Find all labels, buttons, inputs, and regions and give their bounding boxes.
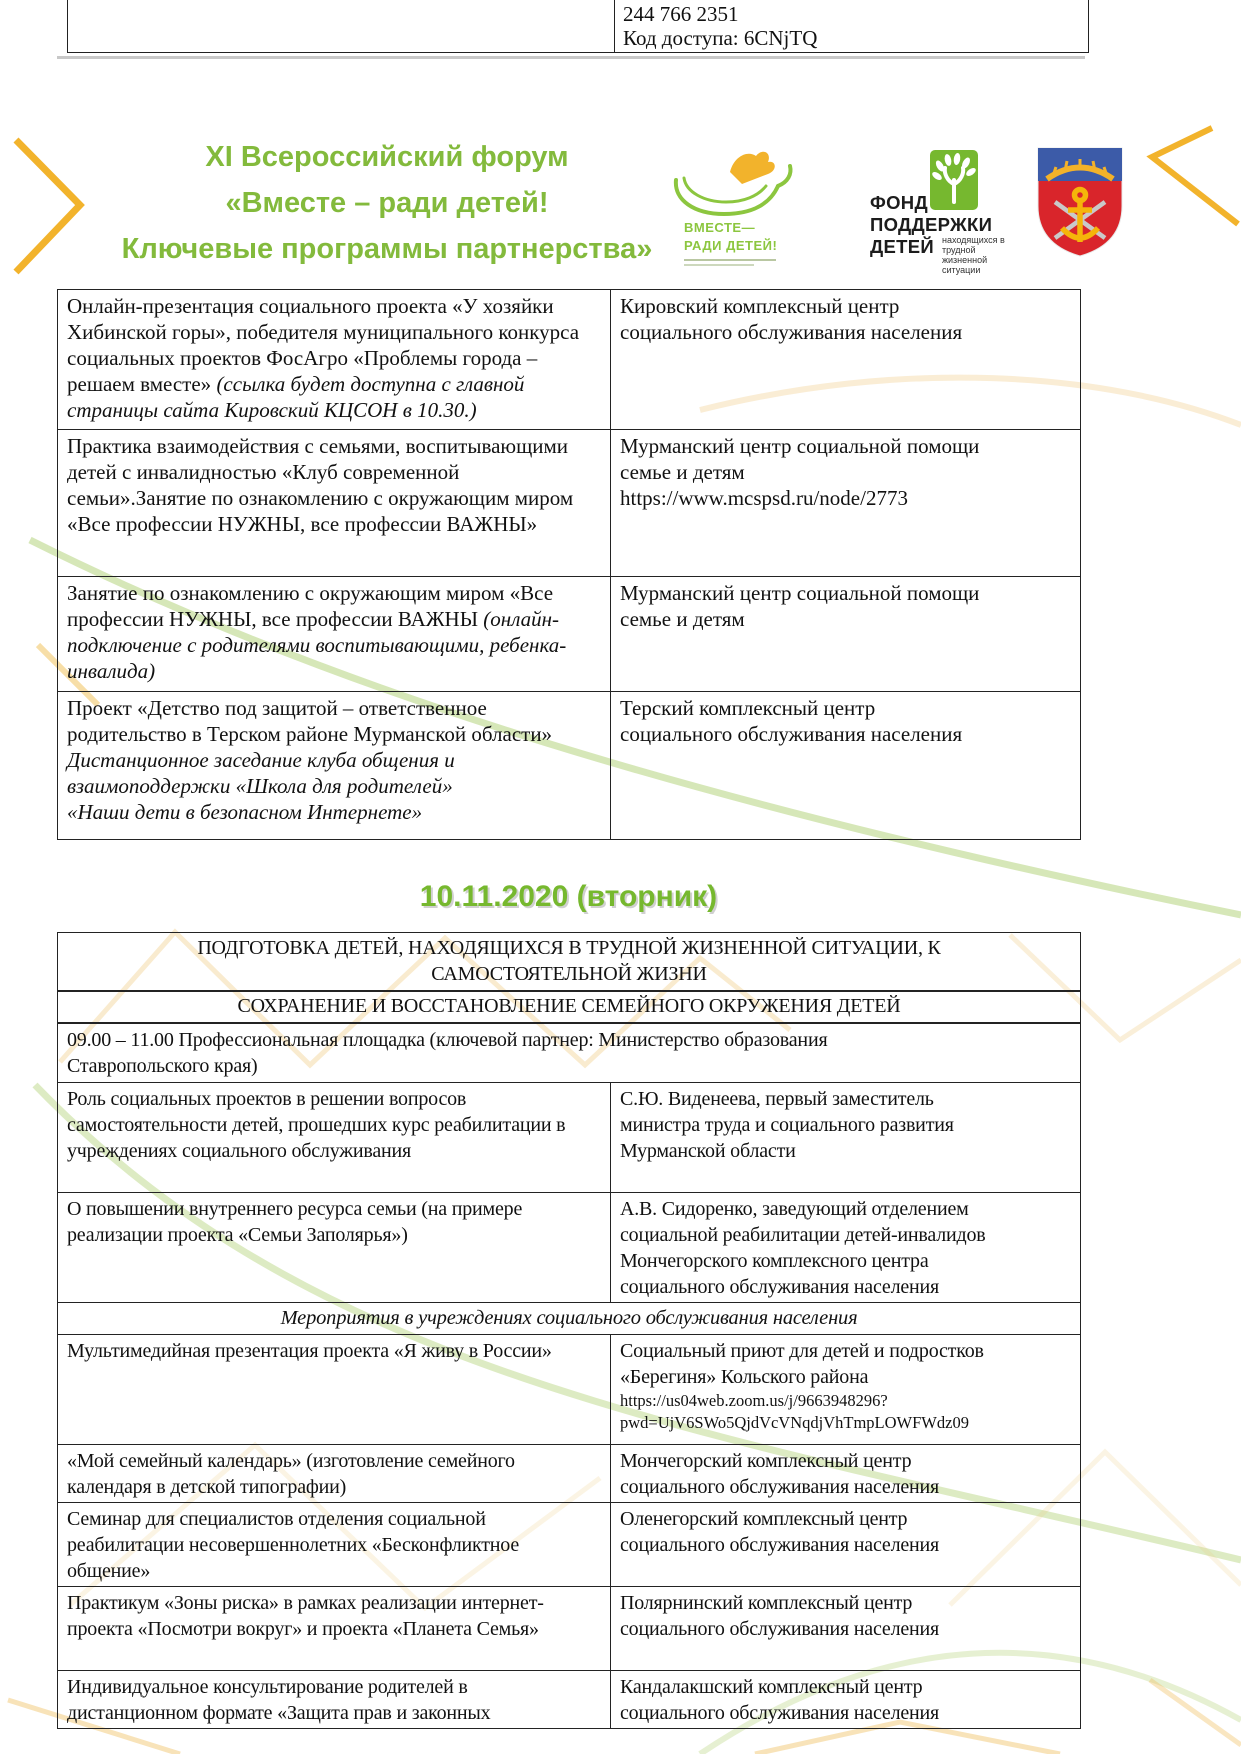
logo-caption-bar [684,259,776,261]
conference-id: 244 766 2351 [623,2,739,26]
program-header-cell: ПОДГОТОВКА ДЕТЕЙ, НАХОДЯЩИХСЯ В ТРУДНОЙ ЖИЗНЕННОЙ СИТУАЦИИ, К САМОСТОЯТЕЛЬНОЙ ЖИЗНИ [58,933,1081,991]
table-row [58,1670,1081,1728]
organizer-text: Оленегорский комплексный центр социального обслуживания населения [620,1507,940,1556]
fond-tree-icon [930,150,978,210]
event-cell [58,290,611,430]
organizer-text: Мурманский центр социальной помощи семье и детям [620,434,980,484]
table-row [58,692,1081,840]
event-cell [58,1082,611,1192]
event-note: Дистанционное заседание клуба общения и взаимоподдержки «Школа для родителей» [67,748,455,798]
table-row [58,1444,1081,1502]
event-link[interactable]: https://us04web.zoom.us/j/9663948296?pwd=UjV6SWo5QjdVcVNqdjVhTmpLOWFWdz09 [620,1390,969,1432]
table-section-row [58,1302,1081,1334]
speaker-cell [611,1192,1081,1302]
event-text: Практика взаимодействия с семьями, воспитывающими детей с инвалидностью «Клуб современной семьи».Занятие по ознакомлению с окружающим миром «Все профессии НУЖНЫ, все профессии ВАЖНЫ» [67,434,574,536]
organizer-text: Полярнинский комплексный центр социального обслуживания населения [620,1591,940,1640]
organizer-text: Терский комплексный центр социального обслуживания населения [620,696,963,746]
table-header-row [58,933,1081,991]
connection-info-table [67,0,1089,53]
event-text: О повышении внутреннего ресурса семьи (на примере реализации проекта «Семьи Заполярья») [67,1197,523,1246]
schedule-table-1 [57,289,1081,840]
fond-logo-word1: ФОНД [870,192,928,213]
event-text: Семинар для специалистов отделения социальной реабилитации несовершеннолетних «Бесконфликтное общение» [67,1507,520,1582]
divider-line [57,56,1085,59]
access-code: Код доступа: 6CNjTQ [623,26,818,50]
organizer-cell [611,1502,1081,1586]
table-row [58,1334,1081,1444]
organizer-cell [611,1670,1081,1728]
vmeste-logo-text-line1: ВМЕСТЕ— [684,220,756,235]
thumb-line [778,166,791,186]
yellow-hand-icon [730,152,775,184]
table-row [58,290,1081,430]
event-cell [58,577,611,692]
event-link[interactable]: https://www.mcspsd.ru/node/2773 [620,486,908,510]
event-cell [58,1586,611,1670]
organizer-cell [611,692,1081,840]
vmeste-radi-detey-logo [668,146,803,274]
forum-title-line1: XI Всероссийский форум [205,141,569,173]
fond-logo-word3: ДЕТЕЙ [870,236,934,257]
vmeste-logo-text-line2: РАДИ ДЕТЕЙ! [684,238,778,253]
event-cell [58,1334,611,1444]
hand-icon [668,146,796,220]
session-time-cell: 09.00 – 11.00 Профессиональная площадка (ключевой партнер: Министерство образования Ставропольского края) [58,1023,1081,1083]
event-note: (ссылка будет доступна с главной страницы сайта Кировский КЦСОН в 10.30.) [67,372,525,422]
organizer-text: Социальный приют для детей и подростков «Берегиня» Кольского района [620,1339,984,1388]
event-cell [58,430,611,577]
date-heading: 10.11.2020 (вторник) [419,880,718,913]
table-row [58,1586,1081,1670]
forum-title [78,134,696,272]
event-cell [58,1502,611,1586]
event-text: Роль социальных проектов в решении вопросов самостоятельности детей, прошедших курс реабилитации в учреждениях социального обслуживания [67,1087,566,1162]
event-text: «Мой семейный календарь» (изготовление семейного календаря в детской типографии) [67,1449,515,1498]
event-text: Индивидуальное консультирование родителей в дистанционном формате «Защита прав и законных [67,1675,491,1724]
organizer-cell [611,1444,1081,1502]
speaker-cell [611,1082,1081,1192]
event-note: «Наши дети в безопасном Интернете» [67,800,423,824]
section-title-cell: Мероприятия в учреждениях социального обслуживания населения [58,1302,1081,1334]
murmansk-coat-of-arms [1033,146,1127,260]
event-cell [58,692,611,840]
organizer-text: Кандалакшский комплексный центр социального обслуживания населения [620,1675,940,1724]
organizer-cell [611,1586,1081,1670]
event-text: Проект «Детство под защитой – ответственное родительство в Терском районе Мурманской области» [67,696,553,746]
organizer-text: Мончегорский комплексный центр социального обслуживания населения [620,1449,940,1498]
organizer-cell [611,290,1081,430]
event-cell [58,1444,611,1502]
event-note: (онлайн-подключение с родителями воспитывающими, ребенка-инвалида) [67,607,567,683]
fond-logo-tagline: находящихся в трудной жизненной ситуации [942,235,1005,275]
speaker-text: С.Ю. Виденеева, первый заместитель министра труда и социального развития Мурманской области [620,1087,954,1162]
organizer-cell [611,577,1081,692]
speaker-text: А.В. Сидоренко, заведующий отделением социальной реабилитации детей-инвалидов Мончегорского комплексного центра социального обслуживания населения [620,1197,986,1298]
forum-title-line2: «Вместе – ради детей! [225,187,549,219]
forum-title-line3: Ключевые программы партнерства» [121,233,653,265]
connection-info-empty-cell [68,0,615,52]
event-text: Практикум «Зоны риска» в рамках реализации интернет-проекта «Посмотри вокруг» и проекта «Планета Семья» [67,1591,544,1640]
table-row [58,1023,1081,1083]
organizer-text: Кировский комплексный центр социального обслуживания населения [620,294,963,344]
logo-caption-bar [684,264,754,266]
table-row [58,577,1081,692]
schedule-table-2 [57,932,1081,1729]
organizer-cell [611,1334,1081,1444]
connection-info-cell [615,0,1088,52]
table-row [58,1502,1081,1586]
event-text: Занятие по ознакомлению с окружающим миром «Все профессии НУЖНЫ, все профессии ВАЖНЫ [67,581,554,631]
table-row [58,430,1081,577]
table-header-row [58,991,1081,1023]
event-text: Онлайн-презентация социального проекта «У хозяйки Хибинской горы», победителя муниципального конкурса социальных проектов ФосАгро «Проблемы города – решаем вместе» [67,294,580,396]
fond-logo-word2: ПОДДЕРЖКИ [870,214,993,235]
table-row [58,1082,1081,1192]
event-cell [58,1670,611,1728]
organizer-cell [611,430,1081,577]
table-row [58,1192,1081,1302]
event-text: Мультимедийная презентация проекта «Я живу в России» [67,1339,552,1362]
organizer-text: Мурманский центр социальной помощи семье и детям [620,581,980,631]
program-subheader-cell: СОХРАНЕНИЕ И ВОССТАНОВЛЕНИЕ СЕМЕЙНОГО ОКРУЖЕНИЯ ДЕТЕЙ [58,991,1081,1023]
event-cell [58,1192,611,1302]
